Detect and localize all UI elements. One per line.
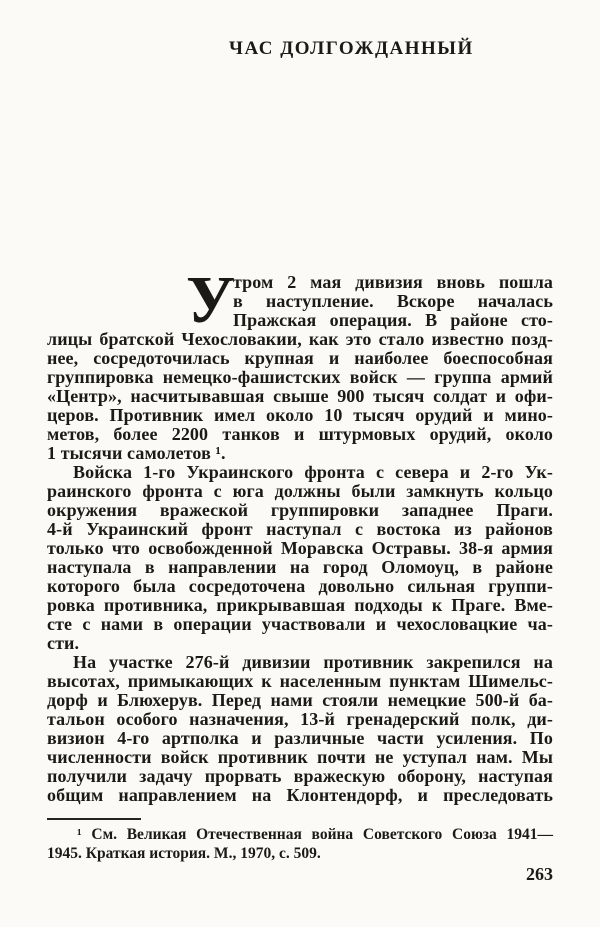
text-line: в наступление. Вскоре началась (233, 291, 553, 311)
text-line: дорф и Блюхерув. Перед нами стояли немецкие 500-й ба- (47, 690, 553, 710)
text-line: «Центр», насчитывавшая свыше 900 тысяч солдат и офи- (47, 386, 553, 406)
chapter-title: ЧАС ДОЛГОЖДАННЫЙ (229, 38, 474, 59)
text-line: окружения вражеской группировки западнее Праги. (47, 500, 553, 520)
text-line: численности войск противник почти не уступал нам. Мы (47, 747, 553, 767)
text-line: церов. Противник имел около 10 тысяч орудий и мино- (47, 405, 553, 425)
text-line: метов, более 2200 танков и штурмовых орудий, около (47, 424, 553, 444)
text-line: высотах, примыкающих к населенным пунктам Шимельс- (47, 671, 553, 691)
footnote (47, 825, 553, 863)
text-line: сти. (47, 633, 80, 653)
body-text-block (47, 263, 553, 805)
text-line: тром 2 мая дивизия вновь пошла (233, 272, 553, 292)
paragraph-division-sector (47, 653, 553, 805)
text-line: ровка противника, прикрывавшая подходы к Праге. Вме- (47, 595, 553, 615)
text-line: получили задачу прорвать вражескую оборону, наступая (47, 766, 553, 786)
text-line: На участке 276-й дивизии противник закрепился на (73, 652, 553, 672)
text-line: визион 4-го артполка и различные части усиления. По (47, 728, 553, 748)
text-line: лицы братской Чехословакии, как это стало известно позд- (47, 329, 553, 349)
paragraph-fronts (47, 463, 553, 653)
text-line: только что освобожденной Моравска Остравы. 38-я армия (47, 538, 553, 558)
text-line: группировка немецко-фашистских войск — группа армий (47, 367, 553, 387)
footnote-divider (47, 818, 141, 820)
text-line: сте с нами в операции участвовали и чехословацкие ча- (47, 614, 553, 634)
text-line: наступала в направлении на город Оломоуц, в районе (47, 557, 553, 577)
text-line: общим направлением на Клонтендорф, и преследовать (47, 785, 553, 805)
text-line: 1 тысячи самолетов ¹. (47, 443, 226, 463)
page-number: 263 (526, 864, 553, 884)
text-line: нее, сосредоточилась крупная и наиболее боеспособная (47, 348, 553, 368)
text-line: Войска 1-го Украинского фронта с севера и 2-го Ук- (73, 462, 553, 482)
drop-cap-letter: У (186, 263, 236, 337)
footnote-line: ¹ См. Великая Отечественная война Советского Союза 1941— (77, 826, 553, 843)
text-line: 4-й Украинский фронт наступал с востока из районов (47, 519, 553, 539)
text-line: раинского фронта с юга должны были замкнуть кольцо (47, 481, 553, 501)
text-line: тальон особого назначения, 13-й гренадерский полк, ди- (47, 709, 553, 729)
paragraph-opening (47, 263, 553, 463)
text-line: которого была сосредоточена довольно сильная группи- (47, 576, 553, 596)
footnote-line: 1945. Краткая история. М., 1970, с. 509. (47, 845, 321, 862)
text-line: Пражская операция. В районе сто- (233, 310, 553, 330)
